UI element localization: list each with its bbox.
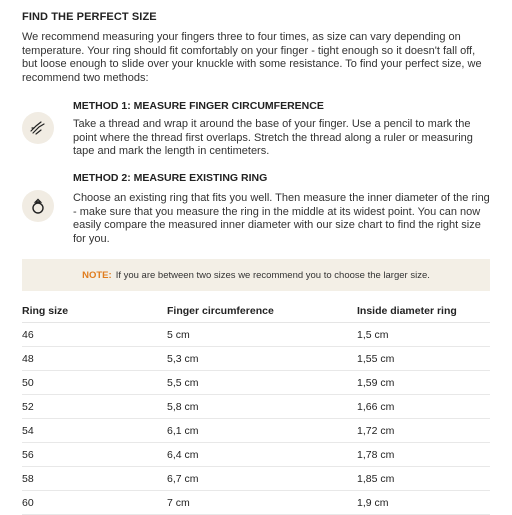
table-row	[22, 491, 490, 515]
ring-size-cell: 48	[22, 347, 167, 371]
circumference-cell: 6,7 cm	[167, 467, 357, 491]
circumference-cell: 7 cm	[167, 491, 357, 515]
diameter-cell: 1,55 cm	[357, 347, 490, 371]
method-1-text: Take a thread and wrap it around the base of your finger. Use a pencil to mark the point where the thread first overlaps. Stretch the thread along a ruler or measuring tape and mark the length in centimeters.	[73, 118, 473, 157]
intro-text: We recommend measuring your fingers three to four times, as size can vary depending on temperature. Your ring should fit comfortably on your finger - tight enough so it doesn't fall off, but loose enough to slide over your knuckle with some resistance. To find your perfect size, we recommend two methods:	[22, 31, 482, 84]
table-row	[22, 323, 490, 347]
note-banner	[22, 259, 490, 291]
page-title: FIND THE PERFECT SIZE	[22, 11, 157, 23]
ring-size-cell: 46	[22, 323, 167, 347]
diameter-cell: 1,59 cm	[357, 371, 490, 395]
table-row	[22, 347, 490, 371]
diameter-cell: 1,78 cm	[357, 443, 490, 467]
size-table	[22, 300, 490, 515]
diameter-cell: 1,5 cm	[357, 323, 490, 347]
ring-size-cell: 50	[22, 371, 167, 395]
diameter-cell: 1,66 cm	[357, 395, 490, 419]
circumference-cell: 5 cm	[167, 323, 357, 347]
column-header-inside-diameter: Inside diameter ring	[357, 300, 490, 323]
method-2-title: METHOD 2: MEASURE EXISTING RING	[73, 172, 268, 184]
table-row	[22, 371, 490, 395]
method-1-title: METHOD 1: MEASURE FINGER CIRCUMFERENCE	[73, 100, 324, 112]
circumference-cell: 5,8 cm	[167, 395, 357, 419]
column-header-finger-circumference: Finger circumference	[167, 300, 357, 323]
table-row	[22, 443, 490, 467]
diameter-cell: 1,9 cm	[357, 491, 490, 515]
table-header-row	[22, 300, 490, 323]
circumference-cell: 6,4 cm	[167, 443, 357, 467]
hand-icon	[22, 112, 54, 144]
circumference-cell: 5,3 cm	[167, 347, 357, 371]
table-row	[22, 467, 490, 491]
note-label: NOTE:	[82, 269, 112, 281]
note-text: If you are between two sizes we recommend you to choose the larger size.	[115, 269, 430, 281]
method-2-text: Choose an existing ring that fits you well. Then measure the inner diameter of the ring - make sure that you measure the ring in the middle at its widest point. You can now easily compare the measured inner diameter with our size chart to find the right size for you.	[73, 192, 490, 245]
ring-size-cell: 52	[22, 395, 167, 419]
ring-icon	[22, 190, 54, 222]
ring-size-cell: 58	[22, 467, 167, 491]
diameter-cell: 1,85 cm	[357, 467, 490, 491]
circumference-cell: 6,1 cm	[167, 419, 357, 443]
ring-size-cell: 60	[22, 491, 167, 515]
table-row	[22, 395, 490, 419]
circumference-cell: 5,5 cm	[167, 371, 357, 395]
ring-size-cell: 56	[22, 443, 167, 467]
ring-size-cell: 54	[22, 419, 167, 443]
column-header-ring-size: Ring size	[22, 300, 167, 323]
table-row	[22, 419, 490, 443]
diameter-cell: 1,72 cm	[357, 419, 490, 443]
